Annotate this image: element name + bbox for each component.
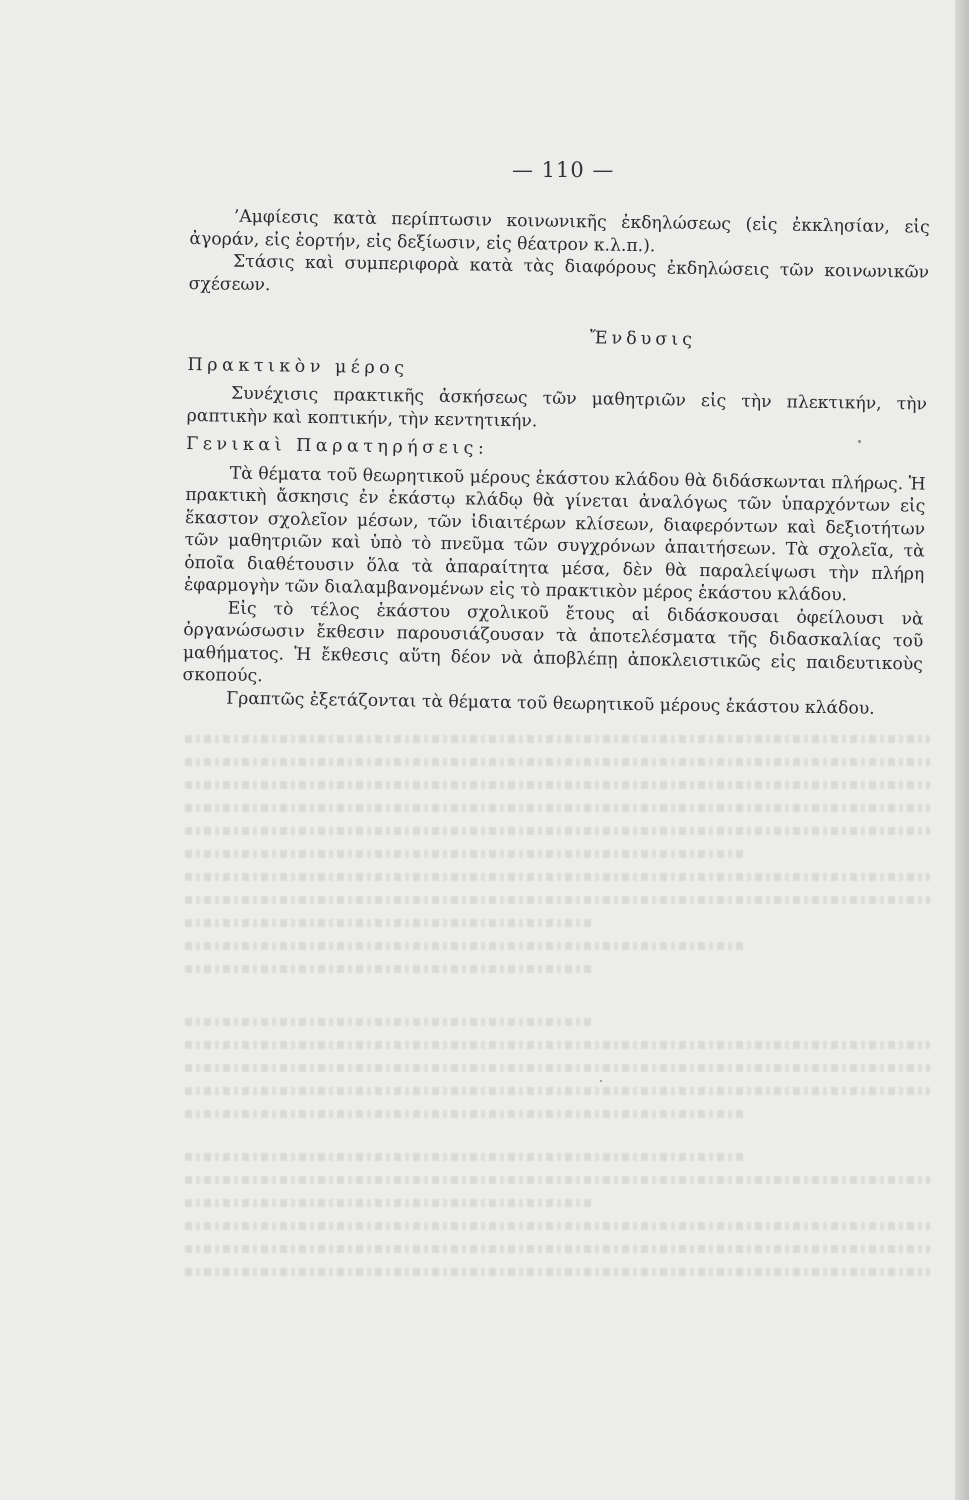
bleed-through-text xyxy=(185,735,930,1335)
page-body xyxy=(182,205,930,721)
paragraph-attire: ’Αμφίεσις κατὰ περίπτωσιν κοινωνικῆς ἐκδηλώσεως (εἰς ἐκκλησίαν, εἰς ἀγοράν, εἰς ἑορτήν, εἰς δεξίωσιν, εἰς θέατρον κ.λ.π.). xyxy=(189,206,930,256)
scan-speck xyxy=(600,1080,602,1082)
paragraph-conduct: Στάσις καὶ συμπεριφορὰ κατὰ τὰς διαφόρους ἐκδηλώσεις τῶν κοινωνικῶν σχέσεων. xyxy=(188,251,930,295)
section-heading-clothing: Ἔνδυσις xyxy=(589,328,697,350)
page-edge-shadow xyxy=(955,0,969,1500)
page-number: — 110 — xyxy=(512,158,615,182)
general-remarks-heading: Γενικαὶ Παρατηρήσεις: xyxy=(186,433,489,459)
paragraph-general-2: Εἰς τὸ τέλος ἑκάστου σχολικοῦ ἔτους αἱ διδάσκουσαι ὀφείλουσι νὰ ὀργανώσωσιν ἔκθεσιν παρουσιάζουσαν τὰ ἀποτελέσματα τῆς διδασκαλίας τοῦ μαθήματος. Ἡ ἔκθεσις αὕτη δέον νὰ ἀποβλέπῃ ἀποκλειστικῶς εἰς παιδευτικοὺς σκοπούς. xyxy=(182,598,924,687)
paragraph-general-1: Τὰ θέματα τοῦ θεωρητικοῦ μέρους ἑκάστου κλάδου θὰ διδάσκωνται πλήρως. Ἡ πρακτικὴ ἄσκησις ἐν ἑκάστῳ κλάδῳ θὰ γίνεται ἀναλόγως τῶν ὑπαρχόντων εἰς ἕκαστον σχολεῖον μέσων, τῶν ἰδιαιτέρων κλίσεων, διαφερόντων καὶ δεξιοτήτων τῶν μαθητριῶν καὶ ὑπὸ τὸ πνεῦμα τῶν συγχρόνων ἀπαιτήσεων. Τὰ σχολεῖα, τὰ ὁποῖα διαθέτουσιν ὅλα τὰ ἀπαραίτητα μέσα, δὲν θὰ παραλείψωσι τὴν πλήρη ἐφαρμογὴν τῶν διαλαμβανομένων εἰς τὸ πρακτικὸν μέρος ἑκάστου κλάδου. xyxy=(183,463,926,606)
paragraph-practical: Συνέχισις πρακτικῆς ἀσκήσεως τῶν μαθητριῶν εἰς τὴν πλεκτικήν, τὴν ραπτικὴν καὶ κοπτικήν, τὴν κεντητικήν. xyxy=(186,383,928,431)
paragraph-general-3: Γραπτῶς ἐξετάζονται τὰ θέματα τοῦ θεωρητικοῦ μέρους ἑκάστου κλάδου. xyxy=(226,688,875,719)
practical-part-heading: Πρακτικὸν μέρος xyxy=(187,354,409,378)
scan-speck xyxy=(858,440,861,443)
